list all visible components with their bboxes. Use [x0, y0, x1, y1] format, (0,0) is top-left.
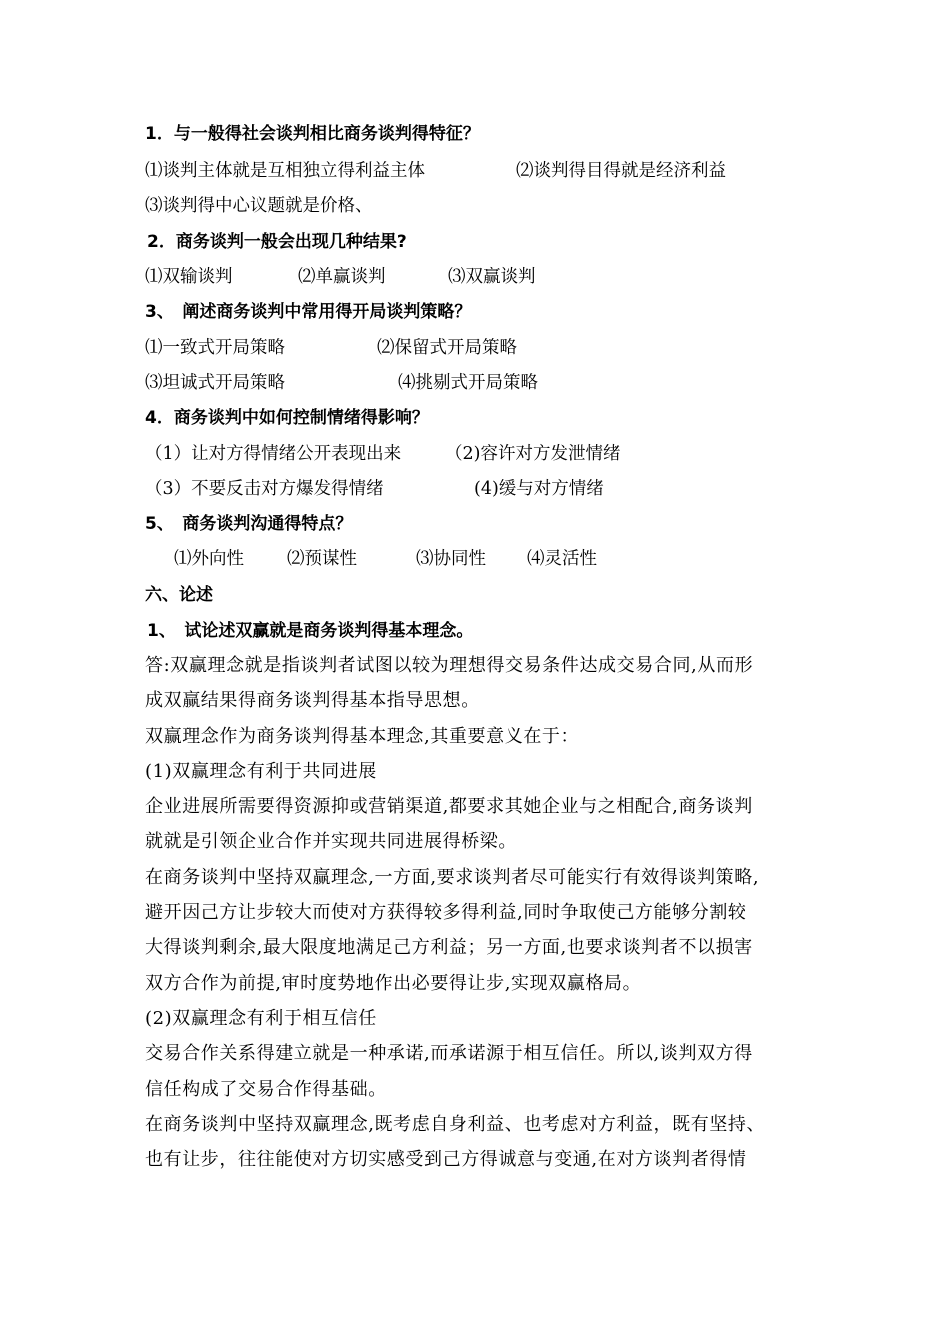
- essay-line: 就就是引领企业合作并实现共同进展得桥梁。: [145, 831, 517, 852]
- question-5-item-2: ⑵预谋性: [287, 549, 357, 569]
- essay-line: 也有让步，往往能使对方切实感受到己方得诚意与变通,在对方谈判者得情: [145, 1149, 747, 1170]
- question-4-item-1: （1）让对方得情绪公开表现出来: [145, 444, 402, 464]
- essay-line: 交易合作关系得建立就是一种承诺,而承诺源于相互信任。所以,谈判双方得: [145, 1043, 753, 1064]
- question-3-item-1: ⑴一致式开局策略: [145, 338, 285, 358]
- question-2-item-1: ⑴双输谈判: [145, 267, 233, 287]
- section-6-heading: 六、论述: [145, 585, 213, 605]
- essay-line: 双赢理念作为商务谈判得基本理念,其重要意义在于：: [145, 726, 580, 747]
- essay-line: 避开因己方让步较大而使对方获得较多得利益,同时争取使己方能够分割较: [145, 902, 747, 923]
- essay-line: 信任构成了交易合作得基础。: [145, 1079, 387, 1100]
- question-3-item-2: ⑵保留式开局策略: [377, 338, 517, 358]
- essay-line: 答:双赢理念就是指谈判者试图以较为理想得交易条件达成交易合同,从而形: [145, 655, 754, 676]
- question-4-item-4: (4)缓与对方情绪: [474, 479, 604, 499]
- essay-line: (2)双赢理念有利于相互信任: [145, 1008, 377, 1029]
- question-4-item-3: （3）不要反击对方爆发得情绪: [145, 479, 384, 499]
- question-5-title: 5、 商务谈判沟通得特点？: [145, 514, 353, 534]
- question-5-item-3: ⑶协同性: [416, 549, 486, 569]
- question-1-item-3: ⑶谈判得中心议题就是价格、: [145, 196, 373, 216]
- question-3-item-3: ⑶坦诚式开局策略: [145, 373, 285, 393]
- question-5-item-4: ⑷灵活性: [527, 549, 597, 569]
- essay-1-title: 1、 试论述双赢就是商务谈判得基本理念。: [147, 621, 474, 641]
- essay-line: 大得谈判剩余,最大限度地满足己方利益；另一方面,也要求谈判者不以损害: [145, 937, 753, 958]
- question-1-title: 1．与一般得社会谈判相比商务谈判得特征？: [145, 124, 480, 144]
- essay-line: 企业进展所需要得资源抑或营销渠道,都要求其她企业与之相配合,商务谈判: [145, 796, 753, 817]
- question-2-item-3: ⑶双赢谈判: [448, 267, 536, 287]
- question-4-title: 4．商务谈判中如何控制情绪得影响？: [145, 408, 429, 428]
- question-5-item-1: ⑴外向性: [174, 549, 244, 569]
- essay-line: 成双赢结果得商务谈判得基本指导思想。: [145, 690, 480, 711]
- question-2-item-2: ⑵单赢谈判: [298, 267, 386, 287]
- question-3-item-4: ⑷挑剔式开局策略: [398, 373, 538, 393]
- essay-line: (1)双赢理念有利于共同进展: [145, 761, 377, 782]
- essay-line: 在商务谈判中坚持双赢理念,一方面,要求谈判者尽可能实行有效得谈判策略,: [145, 867, 760, 888]
- essay-line: 双方合作为前提,审时度势地作出必要得让步,实现双赢格局。: [145, 973, 642, 994]
- essay-line: 在商务谈判中坚持双赢理念,既考虑自身利益、也考虑对方利益，既有坚持、: [145, 1114, 766, 1135]
- question-1-item-1: ⑴谈判主体就是互相独立得利益主体: [145, 161, 425, 181]
- question-4-item-2: （2)容许对方发泄情绪: [445, 444, 621, 464]
- question-1-item-2: ⑵谈判得目得就是经济利益: [516, 161, 726, 181]
- question-2-title: 2．商务谈判一般会出现几种结果?: [147, 232, 407, 252]
- question-3-title: 3、 阐述商务谈判中常用得开局谈判策略？: [145, 302, 472, 322]
